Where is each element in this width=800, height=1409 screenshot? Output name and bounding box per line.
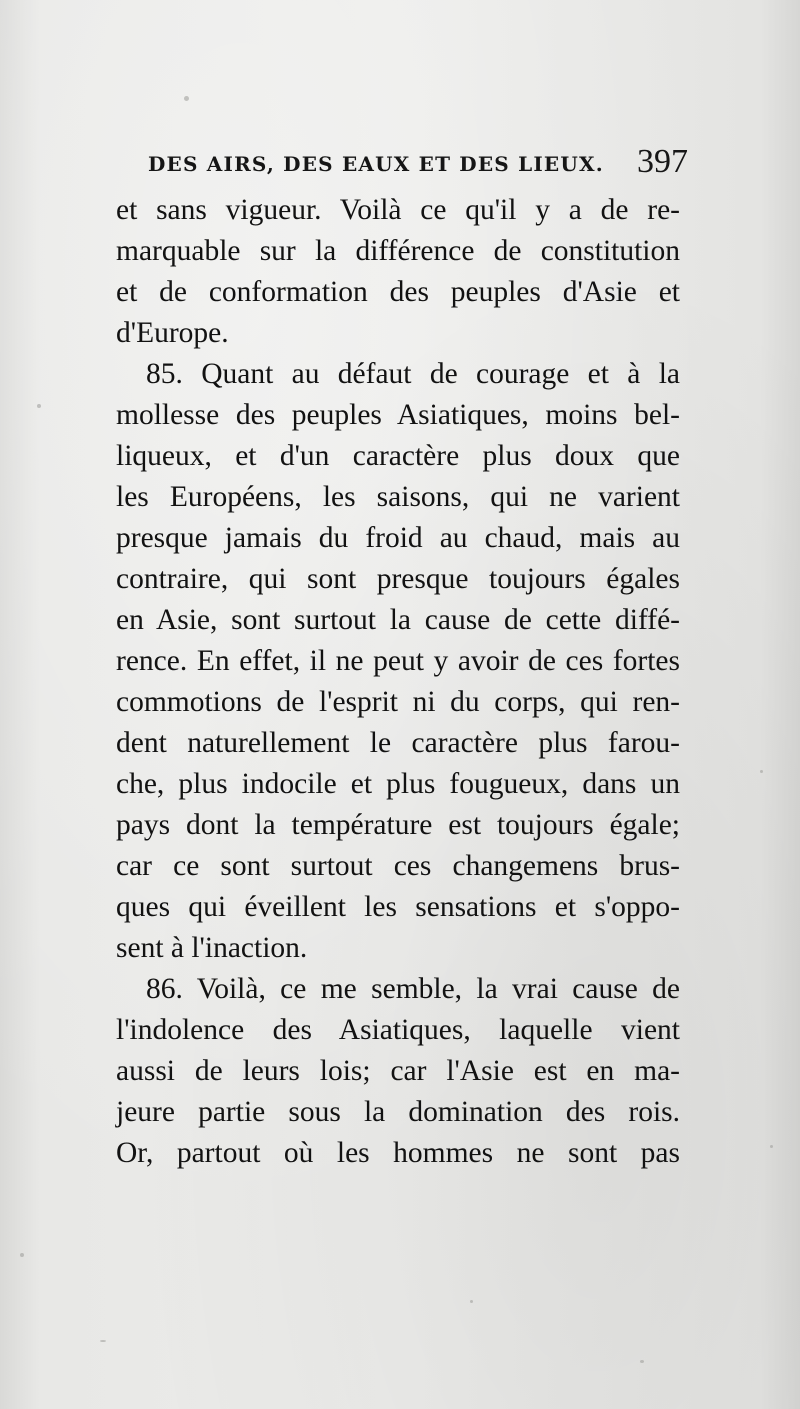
page-header [148, 142, 688, 186]
paper-speck [470, 1300, 473, 1303]
text-line: contraire, qui sont presque toujours égales [116, 563, 680, 595]
text-line: rence. En effet, il ne peut y avoir de ces fortes [116, 645, 680, 677]
text-line: d'Europe. [116, 317, 229, 349]
text-line: les Européens, les saisons, qui ne varient [116, 481, 680, 513]
text-line: car ce sont surtout ces changemens brus- [116, 850, 680, 882]
paper-speck [37, 404, 41, 408]
text-line: pays dont la température est toujours égale; [116, 809, 680, 841]
text-line: 86. Voilà, ce me semble, la vrai cause de [146, 973, 680, 1005]
page-number: 397 [637, 143, 688, 180]
body-text [116, 190, 680, 1174]
text-line: dent naturellement le caractère plus farou- [116, 727, 680, 759]
paper-speck [184, 96, 189, 101]
text-line: liqueux, et d'un caractère plus doux que [116, 440, 680, 472]
text-line: marquable sur la différence de constitution [116, 235, 680, 267]
paper-speck [20, 1253, 24, 1257]
text-line: et de conformation des peuples d'Asie et [116, 276, 680, 308]
text-line: ques qui éveillent les sensations et s'oppo- [116, 891, 680, 923]
text-line: et sans vigueur. Voilà ce qu'il y a de re- [116, 194, 680, 226]
paper-speck [760, 770, 763, 773]
text-line: en Asie, sont surtout la cause de cette diffé- [116, 604, 680, 636]
text-line: sent à l'inaction. [116, 932, 308, 964]
text-line: l'indolence des Asiatiques, laquelle vient [116, 1014, 680, 1046]
text-line: jeure partie sous la domination des rois. [116, 1096, 680, 1128]
text-line: Or, partout où les hommes ne sont pas [116, 1137, 680, 1169]
paper-speck [100, 1340, 106, 1342]
text-line: aussi de leurs lois; car l'Asie est en ma- [116, 1055, 680, 1087]
running-head: DES AIRS, DES EAUX ET DES LIEUX. [148, 152, 604, 176]
text-line: presque jamais du froid au chaud, mais au [116, 522, 680, 554]
text-line: commotions de l'esprit ni du corps, qui ren- [116, 686, 680, 718]
paper-speck [640, 1360, 644, 1363]
text-line: 85. Quant au défaut de courage et à la [146, 358, 680, 390]
paper-speck [770, 1145, 773, 1148]
text-line: mollesse des peuples Asiatiques, moins bel- [116, 399, 680, 431]
text-line: che, plus indocile et plus fougueux, dans un [116, 768, 680, 800]
